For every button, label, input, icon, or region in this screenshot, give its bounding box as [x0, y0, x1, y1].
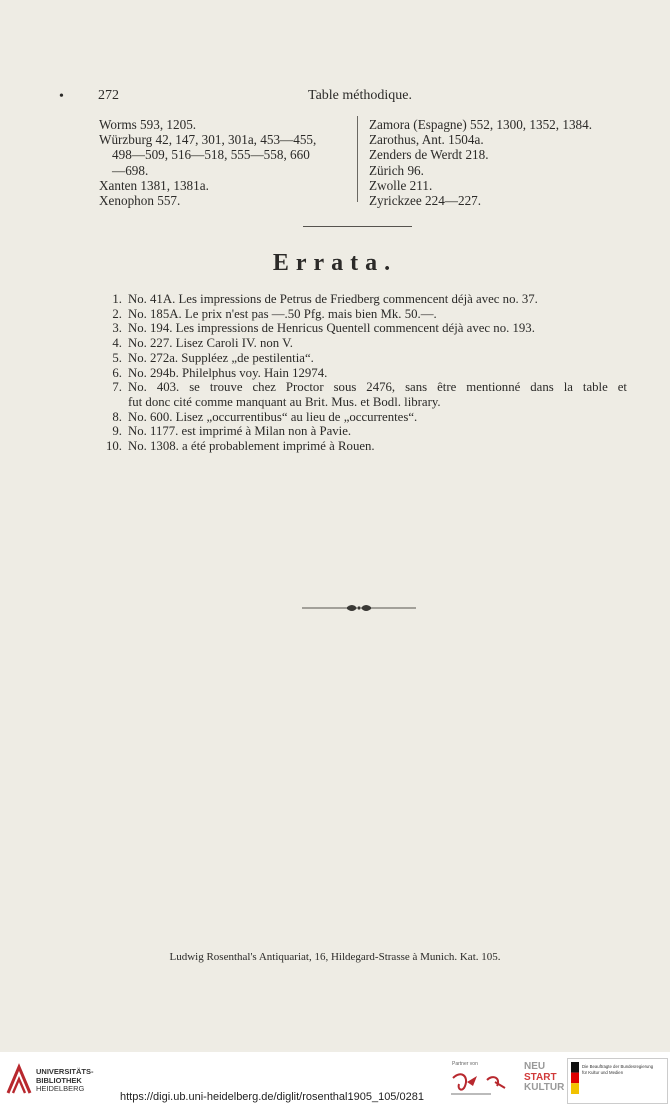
errata-item	[97, 307, 627, 322]
errata-text: No. 1308. a été probablement imprimé à Rouen.	[128, 439, 375, 454]
errata-number: 7.	[112, 380, 122, 395]
errata-number: 4.	[112, 336, 122, 351]
errata-item	[97, 336, 627, 351]
ornament-divider-icon	[302, 602, 416, 614]
errata-number: 8.	[112, 409, 122, 424]
caption-line: Die Beauftragte der Bundesregierung	[582, 1064, 654, 1069]
errata-item	[97, 439, 627, 454]
index-entry-continuation: —698.	[112, 162, 149, 178]
errata-list	[97, 292, 627, 454]
errata-item	[97, 292, 627, 307]
errata-item	[97, 321, 627, 336]
federal-eagle-flag-icon	[571, 1062, 579, 1094]
errata-text: No. 272a. Suppléez „de pestilentia“.	[128, 350, 314, 365]
running-title: Table méthodique.	[308, 88, 412, 103]
errata-item	[97, 424, 627, 439]
index-entry: Zürich 96.	[369, 162, 424, 178]
section-rule	[303, 226, 412, 227]
page-number: 272	[98, 88, 119, 103]
index-entry: Xenophon 557.	[99, 193, 181, 209]
errata-heading: Errata.	[272, 250, 398, 276]
errata-text: No. 185A. Le prix n'est pas —.50 Pfg. mais bien Mk. 50.—.	[128, 306, 437, 321]
index-right-column	[369, 117, 592, 208]
neustart-line: START	[524, 1071, 557, 1083]
university-library-logo-icon[interactable]	[6, 1063, 32, 1097]
errata-text: No. 600. Lisez „occurrentibus“ au lieu de „occurrentes“.	[128, 409, 418, 424]
errata-text: No. 294b. Philelphus voy. Hain 12974.	[128, 365, 328, 380]
university-library-name[interactable]	[36, 1068, 94, 1094]
margin-bullet: •	[59, 89, 64, 104]
permalink-url[interactable]: https://digi.ub.uni-heidelberg.de/diglit/rosenthal1905_105/0281	[120, 1091, 424, 1103]
federal-government-caption	[582, 1064, 653, 1075]
index-entry: Zarothus, Ant. 1504a.	[369, 132, 484, 148]
neustart-kultur-logo[interactable]	[524, 1062, 564, 1094]
index-left-column	[99, 117, 316, 208]
index-entry: Zwolle 211.	[369, 177, 433, 193]
errata-item	[97, 410, 627, 425]
errata-item	[97, 366, 627, 381]
index-entry: Worms 593, 1205.	[99, 117, 197, 132]
errata-number: 3.	[112, 321, 122, 336]
index-entry: Zenders de Werdt 218.	[369, 147, 489, 163]
errata-number: 6.	[112, 365, 122, 380]
neustart-line: NEU	[524, 1061, 546, 1072]
caption-line: für Kultur und Medien	[582, 1069, 624, 1075]
errata-number: 9.	[112, 424, 122, 439]
neustart-line: KULTUR	[524, 1082, 565, 1093]
index-entry: Xanten 1381, 1381a.	[99, 177, 209, 193]
page-footer: Ludwig Rosenthal's Antiquariat, 16, Hildegard-Strasse à Munich. Kat. 105.	[169, 951, 501, 963]
errata-number: 1.	[112, 292, 122, 306]
index-entry: Zamora (Espagne) 552, 1300, 1352, 1384.	[369, 117, 593, 132]
errata-number: 10.	[106, 439, 122, 454]
partner-label: Partner von	[452, 1061, 478, 1067]
errata-item	[97, 380, 627, 395]
errata-number: 2.	[112, 306, 122, 321]
digital-library-partner-logo-icon[interactable]	[447, 1068, 513, 1098]
errata-text: No. 41A. Les impressions de Petrus de Friedberg commencent déjà avec no. 37.	[128, 292, 538, 306]
errata-text: No. 1177. est imprimé à Milan non à Pavie.	[128, 424, 352, 439]
errata-text: No. 194. Les impressions de Henricus Quentell commencent déjà avec no. 193.	[128, 321, 535, 336]
errata-text-continuation: fut donc cité comme manquant au Brit. Mus. et Bodl. library.	[128, 394, 441, 409]
index-entry-continuation: 498—509, 516—518, 555—558, 660	[112, 147, 310, 163]
library-name-line: BIBLIOTHEK	[36, 1075, 82, 1085]
errata-item	[97, 351, 627, 366]
errata-text: No. 227. Lisez Caroli IV. non V.	[128, 336, 293, 351]
index-entry: Würzburg 42, 147, 301, 301a, 453—455,	[99, 132, 317, 148]
errata-number: 5.	[112, 350, 122, 365]
library-name-line: HEIDELBERG	[36, 1084, 85, 1093]
column-divider	[357, 116, 358, 202]
library-name-line: UNIVERSITÄTS-	[36, 1067, 94, 1076]
index-entry: Zyrickzee 224—227.	[369, 193, 482, 209]
errata-text: No. 403. se trouve chez Proctor sous 2476, sans être mentionné dans la table et	[128, 380, 627, 395]
